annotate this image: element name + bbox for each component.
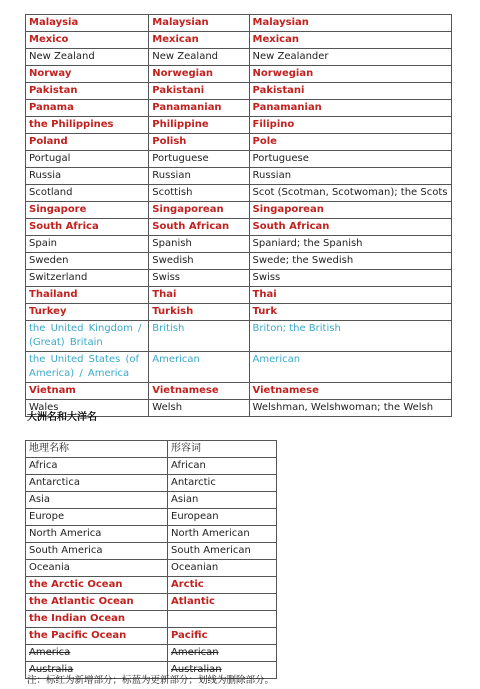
country-cell: Switzerland: [26, 270, 149, 287]
place-adjective-cell: Atlantic: [168, 594, 277, 611]
place-adjective-cell: [168, 611, 277, 628]
country-cell: the United States (of America) / America: [26, 352, 149, 383]
country-cell: the United Kingdom / (Great) Britain: [26, 321, 149, 352]
table-row: [26, 134, 452, 151]
place-name-cell: the Arctic Ocean: [26, 577, 168, 594]
table-row: [26, 594, 277, 611]
nationality-table: [25, 14, 452, 417]
table-row: [26, 492, 277, 509]
people-cell: Norwegian: [249, 66, 451, 83]
country-cell: New Zealand: [26, 49, 149, 66]
table-row: [26, 117, 452, 134]
people-cell: Russian: [249, 168, 451, 185]
country-cell: Malaysia: [26, 15, 149, 32]
adjective-cell: British: [149, 321, 249, 352]
people-cell: Turk: [249, 304, 451, 321]
table-row: [26, 168, 452, 185]
table-row: [26, 236, 452, 253]
table-row: [26, 287, 452, 304]
place-name-cell: Asia: [26, 492, 168, 509]
table-row: [26, 202, 452, 219]
country-cell: Pakistan: [26, 83, 149, 100]
place-name-cell: the Indian Ocean: [26, 611, 168, 628]
table-row: [26, 321, 452, 352]
table-row: [26, 304, 452, 321]
country-cell: Singapore: [26, 202, 149, 219]
country-cell: Russia: [26, 168, 149, 185]
place-adjective-cell: Asian: [168, 492, 277, 509]
adjective-cell: South African: [149, 219, 249, 236]
table-row: [26, 352, 452, 383]
place-adjective-cell: Australian: [168, 662, 277, 679]
table-row: [26, 219, 452, 236]
people-cell: Singaporean: [249, 202, 451, 219]
table-row: [26, 560, 277, 577]
place-name-cell: the Atlantic Ocean: [26, 594, 168, 611]
table-row: [26, 645, 277, 662]
country-cell: Thailand: [26, 287, 149, 304]
table-row: [26, 611, 277, 628]
adjective-cell: Welsh: [149, 400, 249, 417]
table-row: [26, 185, 452, 202]
table-row: [26, 475, 277, 492]
people-cell: Welshman, Welshwoman; the Welsh: [249, 400, 451, 417]
table-row: [26, 32, 452, 49]
adjective-cell: Panamanian: [149, 100, 249, 117]
footnote: 注：标红为新增部分；标蓝为更新部分；划线为删除部分。: [27, 675, 275, 686]
table-row: [26, 66, 452, 83]
place-name-cell: America: [26, 645, 168, 662]
table-row: [26, 543, 277, 560]
country-cell: South Africa: [26, 219, 149, 236]
place-adjective-cell: Antarctic: [168, 475, 277, 492]
people-cell: Pole: [249, 134, 451, 151]
country-cell: Turkey: [26, 304, 149, 321]
adjective-cell: Spanish: [149, 236, 249, 253]
table-row: [26, 628, 277, 645]
country-cell: Panama: [26, 100, 149, 117]
country-cell: Mexico: [26, 32, 149, 49]
table-row: [26, 83, 452, 100]
people-cell: Briton; the British: [249, 321, 451, 352]
table-row: [26, 270, 452, 287]
place-name-cell: Antarctica: [26, 475, 168, 492]
place-adjective-cell: Oceanian: [168, 560, 277, 577]
people-cell: Swiss: [249, 270, 451, 287]
people-cell: Thai: [249, 287, 451, 304]
adjective-cell: New Zealand: [149, 49, 249, 66]
people-cell: Mexican: [249, 32, 451, 49]
adjective-cell: Vietnamese: [149, 383, 249, 400]
people-cell: South African: [249, 219, 451, 236]
place-name-cell: Australia: [26, 662, 168, 679]
adjective-cell: Russian: [149, 168, 249, 185]
place-name-cell: Europe: [26, 509, 168, 526]
country-cell: Poland: [26, 134, 149, 151]
adjective-cell: Polish: [149, 134, 249, 151]
place-adjective-cell: Pacific: [168, 628, 277, 645]
place-name-cell: North America: [26, 526, 168, 543]
adjective-cell: Mexican: [149, 32, 249, 49]
adjective-cell: American: [149, 352, 249, 383]
table-row: [26, 151, 452, 168]
place-adjective-cell: Arctic: [168, 577, 277, 594]
adjective-cell: Swedish: [149, 253, 249, 270]
people-cell: Malaysian: [249, 15, 451, 32]
table-row: [26, 49, 452, 66]
adjective-cell: Thai: [149, 287, 249, 304]
place-name-cell: South America: [26, 543, 168, 560]
country-cell: the Philippines: [26, 117, 149, 134]
table-row: [26, 509, 277, 526]
adjective-cell: Turkish: [149, 304, 249, 321]
header-cell-name: 地理名称: [26, 441, 168, 458]
adjective-cell: Norwegian: [149, 66, 249, 83]
place-adjective-cell: American: [168, 645, 277, 662]
section-heading: 大洲名和大洋名: [27, 412, 97, 423]
people-cell: New Zealander: [249, 49, 451, 66]
country-cell: Spain: [26, 236, 149, 253]
adjective-cell: Swiss: [149, 270, 249, 287]
place-name-cell: the Pacific Ocean: [26, 628, 168, 645]
adjective-cell: Portuguese: [149, 151, 249, 168]
country-cell: Norway: [26, 66, 149, 83]
continents-oceans-table: [25, 440, 277, 679]
adjective-cell: Singaporean: [149, 202, 249, 219]
table-row: [26, 526, 277, 543]
adjective-cell: Pakistani: [149, 83, 249, 100]
table-row: [26, 577, 277, 594]
place-name-cell: Oceania: [26, 560, 168, 577]
country-cell: Portugal: [26, 151, 149, 168]
table-row: [26, 458, 277, 475]
header-cell-adjective: 形容词: [168, 441, 277, 458]
country-cell: Wales: [26, 400, 149, 417]
people-cell: Pakistani: [249, 83, 451, 100]
people-cell: Spaniard; the Spanish: [249, 236, 451, 253]
table-row: [26, 100, 452, 117]
table-row: [26, 253, 452, 270]
table-row: [26, 383, 452, 400]
place-adjective-cell: South American: [168, 543, 277, 560]
people-cell: Swede; the Swedish: [249, 253, 451, 270]
place-adjective-cell: European: [168, 509, 277, 526]
place-adjective-cell: North American: [168, 526, 277, 543]
country-cell: Scotland: [26, 185, 149, 202]
place-name-cell: Africa: [26, 458, 168, 475]
people-cell: American: [249, 352, 451, 383]
country-cell: Sweden: [26, 253, 149, 270]
people-cell: Portuguese: [249, 151, 451, 168]
table-header-row: [26, 441, 277, 458]
adjective-cell: Scottish: [149, 185, 249, 202]
people-cell: Filipino: [249, 117, 451, 134]
adjective-cell: Malaysian: [149, 15, 249, 32]
country-cell: Vietnam: [26, 383, 149, 400]
place-adjective-cell: African: [168, 458, 277, 475]
table-row: [26, 15, 452, 32]
adjective-cell: Philippine: [149, 117, 249, 134]
people-cell: Scot (Scotman, Scotwoman); the Scots: [249, 185, 451, 202]
people-cell: Vietnamese: [249, 383, 451, 400]
people-cell: Panamanian: [249, 100, 451, 117]
